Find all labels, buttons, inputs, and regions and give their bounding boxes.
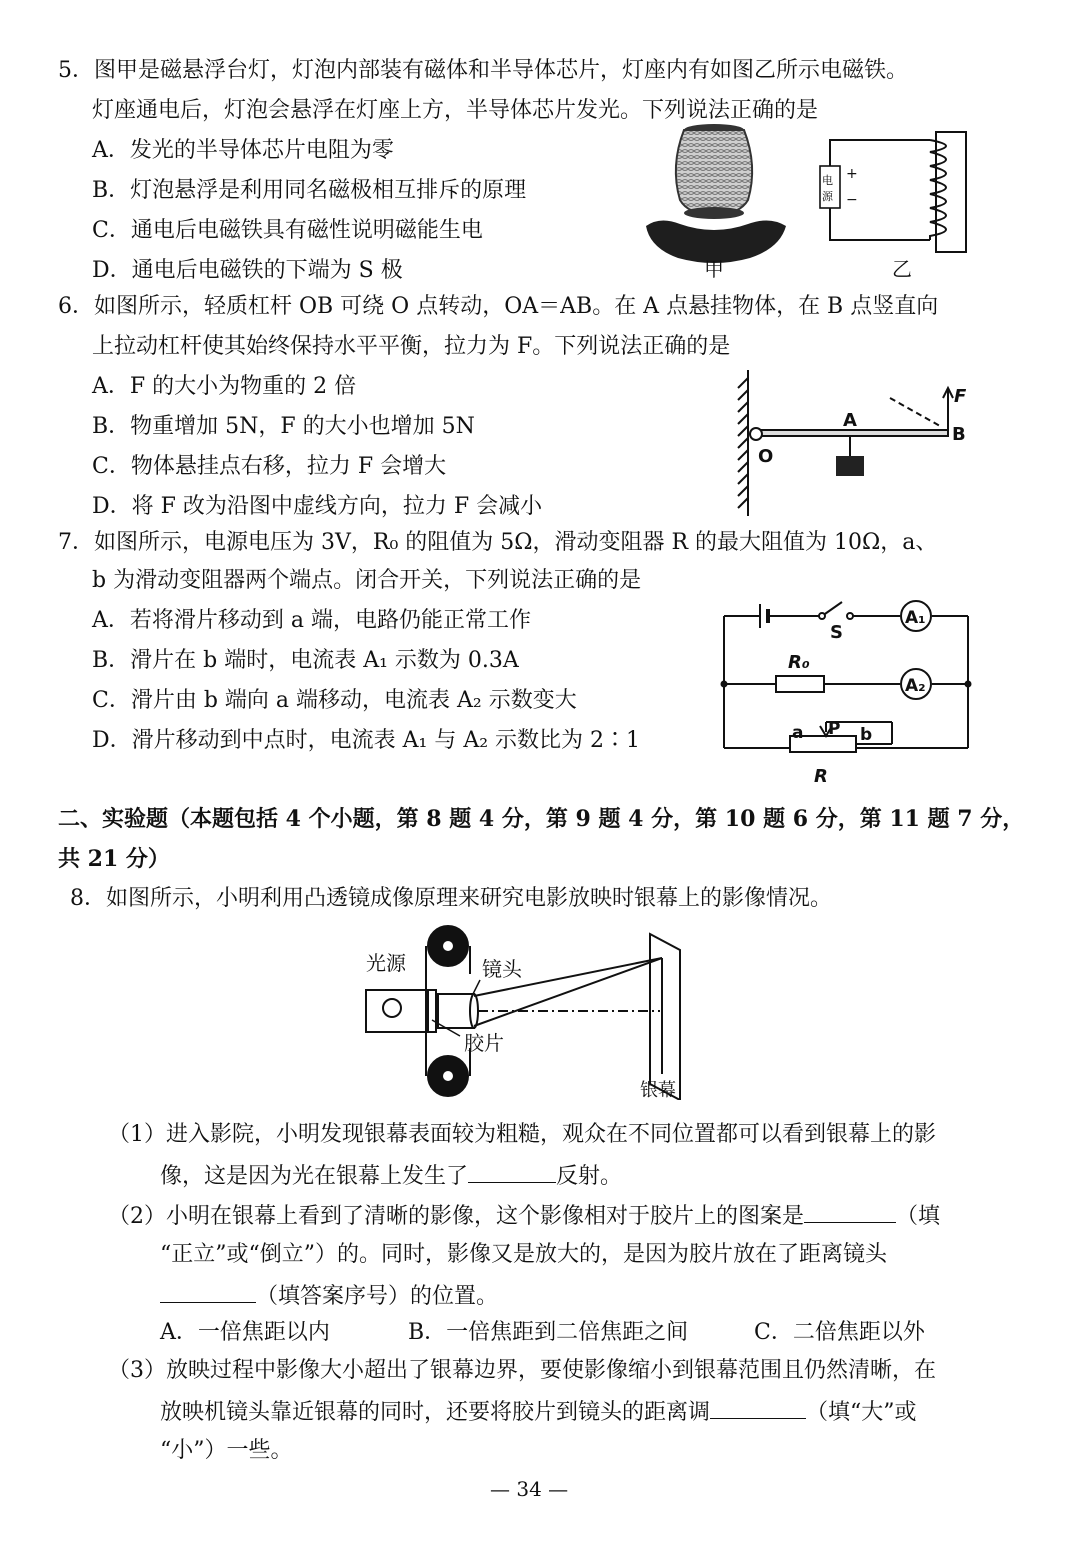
point-b-label: B xyxy=(952,424,966,445)
q8-part1-text-end: 反射。 xyxy=(556,1164,623,1189)
minus-sign: − xyxy=(846,192,858,208)
q6-stem-line2: 上拉动杠杆使其始终保持水平平衡，拉力为 F。下列说法正确的是 xyxy=(92,334,731,359)
section-2-heading-line2: 共 21 分） xyxy=(58,846,170,872)
q8-choice-b: B．一倍焦距到二倍焦距之间 xyxy=(408,1320,689,1345)
maglev-lamp-figure xyxy=(640,118,790,280)
q7-option-a: A．若将滑片移动到 a 端，电路仍能正常工作 xyxy=(92,608,531,633)
svg-text:源: 源 xyxy=(822,190,833,203)
q8-part3-text-fill: （填“大”或 xyxy=(806,1400,917,1425)
q6-option-a: A．F 的大小为物重的 2 倍 xyxy=(92,374,357,399)
q6-option-d: D．将 F 改为沿图中虚线方向，拉力 F 会减小 xyxy=(92,494,543,519)
ammeter-a2-label: A₂ xyxy=(905,676,926,696)
section-2-heading-line1: 二、实验题（本题包括 4 个小题，第 8 题 4 分，第 9 题 4 分，第 10 题 6 分，第 11 题 7 分， xyxy=(58,806,1025,832)
slider-p-label: P xyxy=(828,719,841,739)
resistor-r0-label: R₀ xyxy=(788,652,810,673)
q8-choice-c: C．二倍焦距以外 xyxy=(754,1320,925,1345)
plus-sign: + xyxy=(846,166,858,182)
terminal-b-label: b xyxy=(860,725,873,745)
q8-part2-answer-blank-1[interactable] xyxy=(804,1200,896,1223)
q8-stem: 8．如图所示，小明利用凸透镜成像原理来研究电影放映时银幕上的影像情况。 xyxy=(70,886,832,911)
q8-part3-line1: （3）放映过程中影像大小超出了银幕边界，要使影像缩小到银幕范围且仍然清晰，在 xyxy=(108,1358,936,1383)
q5-option-c: C．通电后电磁铁具有磁性说明磁能生电 xyxy=(92,218,483,243)
q7-stem-line1: 7．如图所示，电源电压为 3V，R₀ 的阻值为 5Ω，滑动变阻器 R 的最大阻值为 10Ω，a、 xyxy=(58,530,938,555)
svg-text:电: 电 xyxy=(822,174,833,187)
projector-figure xyxy=(360,924,700,1100)
q8-part3-text: 放映机镜头靠近银幕的同时，还要将胶片到镜头的距离调 xyxy=(160,1400,711,1425)
q7-option-b: B．滑片在 b 端时，电流表 A₁ 示数为 0.3A xyxy=(92,648,519,673)
light-source-label: 光源 xyxy=(366,951,406,975)
q8-part2-line3 xyxy=(160,1280,498,1312)
fig-yi-label: 乙 xyxy=(892,257,912,280)
q8-part2-line1 xyxy=(108,1200,940,1232)
q5-stem-line2: 灯座通电后，灯泡会悬浮在灯座上方，半导体芯片发光。下列说法正确的是 xyxy=(92,98,819,123)
rheostat-r-label: R xyxy=(814,766,828,787)
q7-option-c: C．滑片由 b 端向 a 端移动，电流表 A₂ 示数变大 xyxy=(92,688,577,713)
q5-stem-line1: 5．图甲是磁悬浮台灯，灯泡内部装有磁体和半导体芯片，灯座内有如图乙所示电磁铁。 xyxy=(58,58,908,83)
screen-label: 银幕 xyxy=(640,1080,676,1100)
q8-part2-text-fill: （填 xyxy=(896,1204,941,1229)
q8-part2-text: （2）小明在银幕上看到了清晰的影像，这个影像相对于胶片上的图案是 xyxy=(108,1204,804,1229)
point-a-label: A xyxy=(843,410,857,431)
film-label: 胶片 xyxy=(464,1031,504,1055)
switch-s-label: S xyxy=(830,622,843,643)
q8-part1-answer-blank[interactable] xyxy=(468,1160,556,1183)
q8-part3-line2 xyxy=(160,1396,917,1428)
electromagnet-figure xyxy=(810,128,980,280)
lever-figure xyxy=(730,368,980,518)
circuit-figure xyxy=(716,594,978,790)
q5-option-a: A．发光的半导体芯片电阻为零 xyxy=(92,138,394,163)
point-o-label: O xyxy=(758,446,774,467)
page-number: — 34 — xyxy=(490,1477,569,1501)
q7-stem-line2: b 为滑动变阻器两个端点。闭合开关，下列说法正确的是 xyxy=(92,568,642,593)
q8-part2-line2: “正立”或“倒立”）的。同时，影像又是放大的，是因为胶片放在了距离镜头 xyxy=(160,1242,887,1267)
q8-choice-a: A．一倍焦距以内 xyxy=(160,1320,330,1345)
q8-part2-answer-blank-2[interactable] xyxy=(160,1280,256,1303)
q8-part3-line3: “小”）一些。 xyxy=(160,1438,293,1463)
q8-part1-line2 xyxy=(160,1160,622,1192)
q6-option-b: B．物重增加 5N，F 的大小也增加 5N xyxy=(92,414,475,439)
q5-option-b: B．灯泡悬浮是利用同名磁极相互排斥的原理 xyxy=(92,178,527,203)
light-source-bulb-icon xyxy=(383,999,401,1017)
terminal-a-label: a xyxy=(792,723,804,743)
q8-part3-answer-blank[interactable] xyxy=(710,1396,806,1419)
q6-option-c: C．物体悬挂点右移，拉力 F 会增大 xyxy=(92,454,447,479)
lens-label: 镜头 xyxy=(482,957,522,981)
q7-option-d: D．滑片移动到中点时，电流表 A₁ 与 A₂ 示数比为 2∶1 xyxy=(92,728,641,753)
q8-part1-text: 像，这是因为光在银幕上发生了 xyxy=(160,1164,469,1189)
q6-stem-line1: 6．如图所示，轻质杠杆 OB 可绕 O 点转动，OA＝AB。在 A 点悬挂物体，在 B 点竖直向 xyxy=(58,294,939,319)
fig-jia-label: 甲 xyxy=(704,257,724,280)
q8-part1-line1: （1）进入影院，小明发现银幕表面较为粗糙，观众在不同位置都可以看到银幕上的影 xyxy=(108,1122,936,1147)
ammeter-a1-label: A₁ xyxy=(905,608,926,628)
q5-option-d: D．通电后电磁铁的下端为 S 极 xyxy=(92,258,403,283)
q8-part2-text-end: （填答案序号）的位置。 xyxy=(256,1284,499,1309)
force-f-label: F xyxy=(954,386,967,407)
